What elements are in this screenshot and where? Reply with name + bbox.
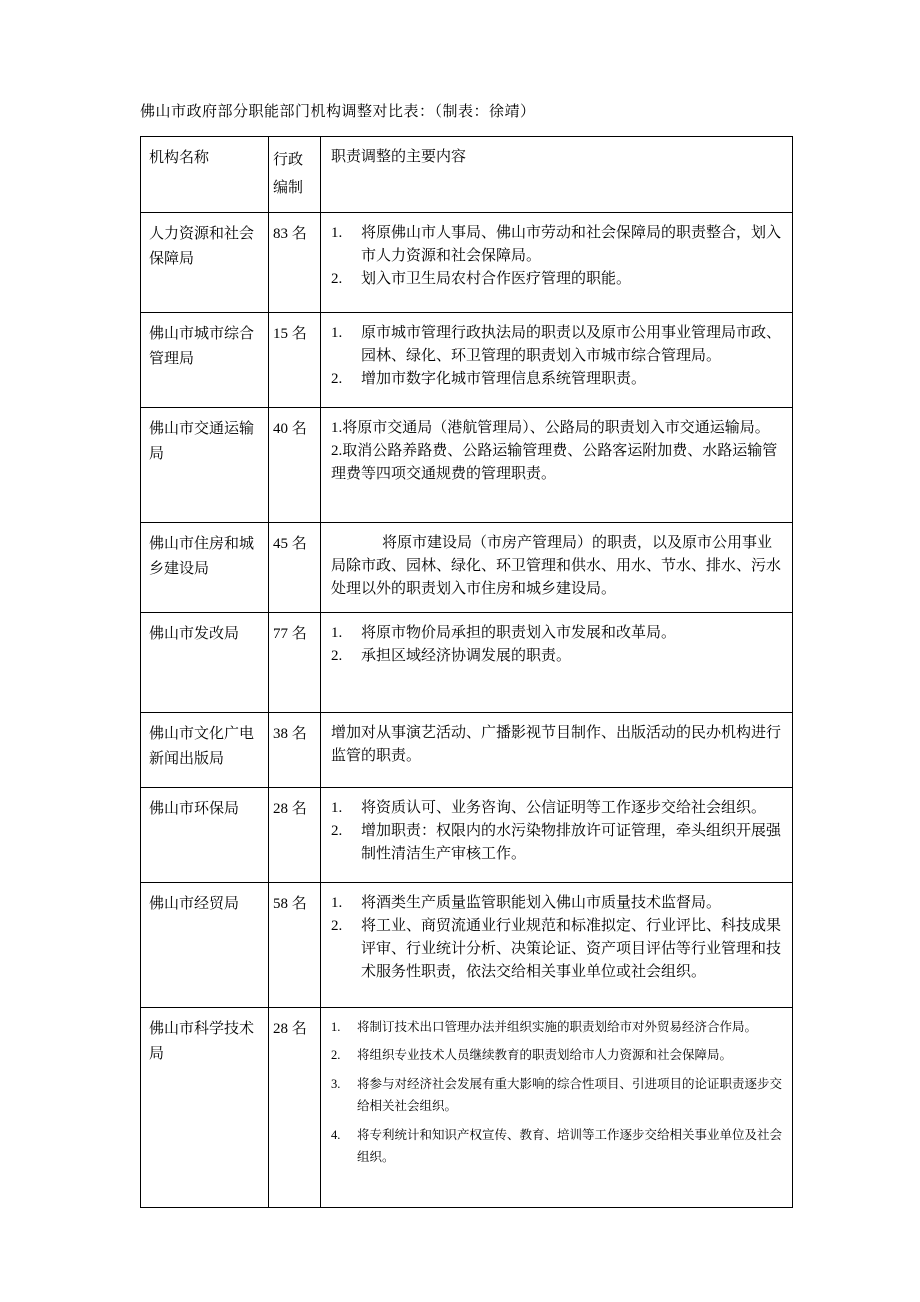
content-item [331, 322, 784, 369]
quota-cell: 40 名 [269, 407, 321, 522]
quota-cell: 38 名 [269, 712, 321, 787]
content-paragraph: 1.将原市交通局（港航管理局）、公路局的职责划入市交通运输局。 [331, 419, 770, 436]
content-item [331, 915, 784, 985]
table-row [141, 1007, 793, 1207]
content-item [331, 622, 784, 645]
header-name: 机构名称 [141, 136, 269, 212]
org-name-cell: 佛山市环保局 [141, 787, 269, 882]
quota-cell: 28 名 [269, 787, 321, 882]
page-title: 佛山市政府部分职能部门机构调整对比表：（制表：徐靖） [140, 104, 536, 120]
org-name-cell: 佛山市经贸局 [141, 882, 269, 1007]
item-text: 将制订技术出口管理办法并组织实施的职责划给市对外贸易经济合作局。 [357, 1019, 758, 1034]
header-content: 职责调整的主要内容 [321, 136, 793, 212]
item-text: 将工业、商贸流通业行业规范和标准拟定、行业评比、科技成果评审、行业统计分析、决策论证、资产项目评估等行业管理和技术服务性职责，依法交给相关事业单位或社会组织。 [361, 917, 782, 981]
item-number: 2. [331, 1048, 341, 1063]
quota-cell: 58 名 [269, 882, 321, 1007]
item-number: 1. [331, 624, 343, 641]
item-number: 2. [331, 271, 343, 287]
quota-cell: 28 名 [269, 1007, 321, 1207]
item-number: 1. [331, 799, 343, 816]
content-cell [321, 612, 793, 712]
content-item [331, 1045, 784, 1067]
item-number: 2. [331, 647, 343, 664]
table-row [141, 407, 793, 522]
table-header-row [141, 136, 793, 212]
item-text: 划入市卫生局农村合作医疗管理的职能。 [361, 271, 632, 287]
item-number: 2. [331, 917, 343, 934]
content-item [331, 892, 784, 915]
item-number: 1. [331, 894, 343, 911]
org-name-cell: 佛山市科学技术局 [141, 1007, 269, 1207]
item-text: 将原佛山市人事局、佛山市劳动和社会保障局的职责整合，划入市人力资源和社会保障局。 [361, 224, 782, 264]
quota-cell: 45 名 [269, 522, 321, 612]
content-item [331, 645, 784, 668]
content-item [331, 797, 784, 820]
table-row [141, 212, 793, 312]
header-quota: 行政编制 [269, 136, 321, 212]
item-number: 1. [331, 324, 343, 341]
content-cell [321, 1007, 793, 1207]
table-row [141, 312, 793, 407]
org-name-cell: 佛山市文化广电新闻出版局 [141, 712, 269, 787]
table-row [141, 522, 793, 612]
org-adjustment-table [140, 136, 793, 1208]
table-row [141, 787, 793, 882]
content-cell [321, 312, 793, 407]
org-name-cell: 佛山市发改局 [141, 612, 269, 712]
quota-cell: 15 名 [269, 312, 321, 407]
item-number: 1. [331, 224, 343, 241]
content-cell [321, 407, 793, 522]
table-row [141, 712, 793, 787]
item-number: 4. [331, 1128, 341, 1142]
org-name-cell: 佛山市住房和城乡建设局 [141, 522, 269, 612]
content-item [331, 1125, 784, 1169]
content-item [331, 268, 784, 291]
item-text: 将专利统计和知识产权宣传、教育、培训等工作逐步交给相关事业单位及社会组织。 [357, 1128, 783, 1164]
content-cell [321, 522, 793, 612]
item-text: 原市城市管理行政执法局的职责以及原市公用事业管理局市政、园林、绿化、环卫管理的职责划入市城市综合管理局。 [361, 324, 782, 364]
org-name-cell: 佛山市城市综合管理局 [141, 312, 269, 407]
item-text: 增加职责：权限内的水污染物排放许可证管理，牵头组织开展强制性清洁生产审核工作。 [361, 822, 782, 862]
item-text: 将原市物价局承担的职责划入市发展和改革局。 [361, 624, 677, 641]
content-item [331, 820, 784, 867]
content-paragraph: 2.取消公路养路费、公路运输管理费、公路客运附加费、水路运输管理费等四项交通规费的管理职责。 [331, 442, 778, 482]
content-item [331, 1074, 784, 1118]
table-row [141, 882, 793, 1007]
content-cell [321, 212, 793, 312]
item-text: 将组织专业技术人员继续教育的职责划给市人力资源和社会保障局。 [357, 1048, 733, 1063]
item-number: 2. [331, 822, 343, 839]
org-name-cell: 人力资源和社会保障局 [141, 212, 269, 312]
table-row [141, 612, 793, 712]
content-item [331, 1017, 784, 1039]
item-text: 承担区域经济协调发展的职责。 [361, 647, 572, 664]
content-item [331, 222, 784, 269]
item-text: 将参与对经济社会发展有重大影响的综合性项目、引进项目的论证职责逐步交给相关社会组织。 [357, 1077, 783, 1114]
item-number: 3. [331, 1077, 341, 1092]
quota-cell: 83 名 [269, 212, 321, 312]
content-paragraph: 增加对从事演艺活动、广播影视节目制作、出版活动的民办机构进行监管的职责。 [331, 724, 782, 764]
content-item [331, 368, 784, 391]
item-text: 将酒类生产质量监管职能划入佛山市质量技术监督局。 [361, 894, 722, 911]
org-name-cell: 佛山市交通运输局 [141, 407, 269, 522]
content-cell [321, 712, 793, 787]
content-cell [321, 787, 793, 882]
item-text: 增加市数字化城市管理信息系统管理职责。 [361, 371, 647, 387]
item-number: 1. [331, 1019, 341, 1034]
item-number: 2. [331, 371, 343, 387]
item-text: 将资质认可、业务咨询、公信证明等工作逐步交给社会组织。 [361, 799, 767, 816]
content-paragraph: 将原市建设局（市房产管理局）的职责，以及原市公用事业局除市政、园林、绿化、环卫管理和供水、用水、节水、排水、污水处理以外的职责划入市住房和城乡建设局。 [331, 534, 782, 597]
content-cell [321, 882, 793, 1007]
quota-cell: 77 名 [269, 612, 321, 712]
